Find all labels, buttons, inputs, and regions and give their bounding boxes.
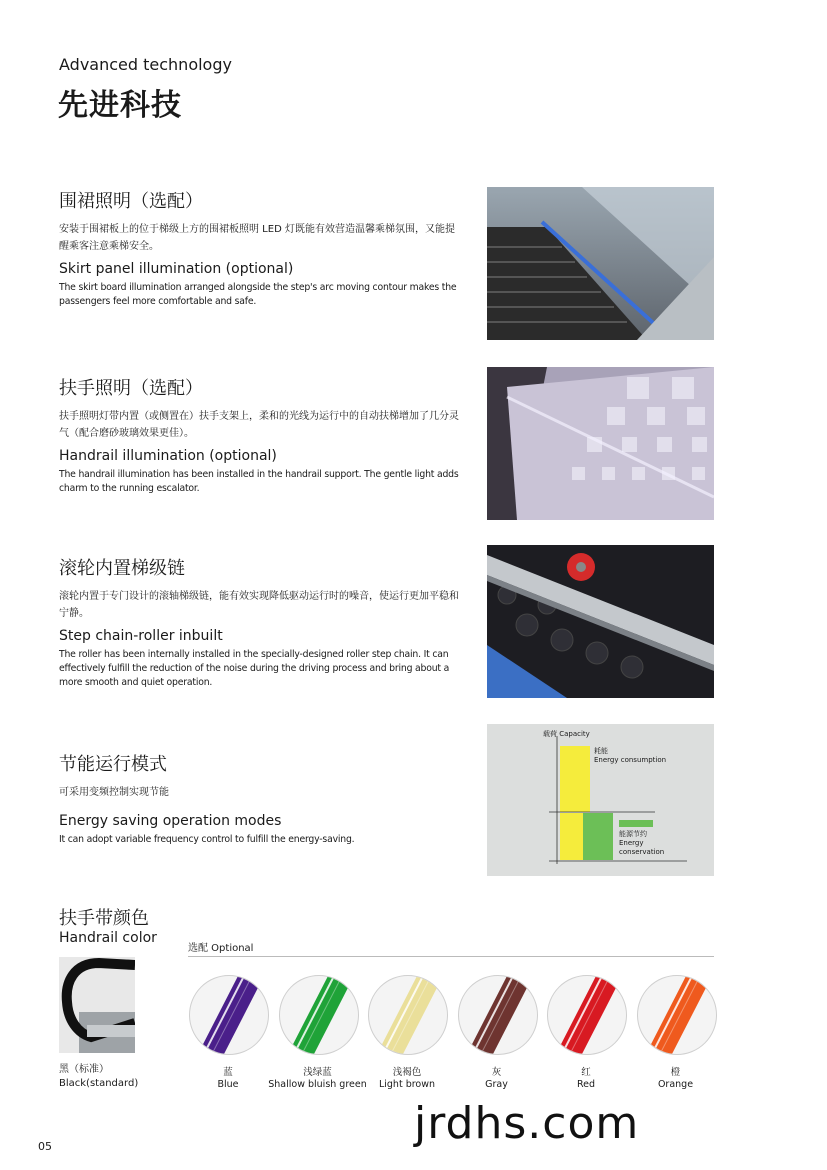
section-title-zh: 节能运行模式 — [59, 754, 167, 775]
color-label-en: Orange — [657, 1079, 694, 1090]
section-desc-en: The skirt board illumination arranged alongside the step's arc moving contour makes the passengers feel more comfortable and safe. — [59, 282, 457, 307]
skirt-illumination-photo — [487, 187, 714, 340]
color-swatch — [279, 975, 359, 1055]
chart-axis-label: 载荷 Capacity — [543, 730, 590, 738]
step-chain-roller-photo — [487, 545, 714, 698]
section-title-zh: 扶手照明（选配） — [59, 378, 203, 399]
color-label-en: Light brown — [378, 1079, 436, 1090]
header-title-zh: 先进科技 — [58, 88, 182, 123]
section-desc-en: The roller has been internally installed in the specially-designed roller step chain. It can effectively fulfill the reduction of the noise during the driving process and bring about a more smooth and quiet operation. — [59, 649, 450, 688]
section-desc-zh: 可采用变频控制实现节能 — [59, 787, 169, 798]
section-desc-en: It can adopt variable frequency control to fulfill the energy-saving. — [59, 834, 355, 845]
color-label-zh: 橙 — [670, 1067, 681, 1078]
section-title-en: Energy saving operation modes — [59, 813, 282, 829]
section-skirt-illumination — [59, 187, 459, 309]
standard-label-en: Black(standard) — [59, 1078, 139, 1089]
standard-color-label — [59, 1063, 138, 1091]
section-title-zh: 围裙照明（选配） — [59, 191, 203, 212]
color-label-zh: 浅绿蓝 — [303, 1067, 332, 1078]
color-swatch — [458, 975, 538, 1055]
section-desc-en: The handrail illumination has been installed in the handrail support. The gentle light adds charm to the running escalator. — [59, 469, 459, 494]
energy-chart — [487, 724, 714, 876]
color-swatch — [547, 975, 627, 1055]
section-title-zh: 滚轮内置梯级链 — [59, 558, 185, 579]
optional-label: 选配 Optional — [188, 943, 254, 954]
consumption-label — [594, 747, 666, 765]
conservation-label — [619, 830, 664, 857]
consumption-bar-low — [560, 813, 583, 860]
black-handrail-photo — [59, 957, 135, 1053]
color-swatch — [637, 975, 717, 1055]
conservation-label-en1: Energy — [619, 839, 644, 847]
color-label-en: Shallow bluish green — [268, 1079, 367, 1090]
color-label-en: Blue — [217, 1079, 239, 1090]
optional-divider — [188, 956, 714, 957]
color-label-zh: 蓝 — [223, 1067, 233, 1078]
conservation-bar — [583, 813, 613, 860]
section-desc-zh: 扶手照明灯带内置（或侧置在）扶手支架上，柔和的光线为运行中的自动扶梯增加了几分灵气（配合磨砂玻璃效果更佳）。 — [59, 411, 459, 439]
section-desc-zh: 安装于围裙板上的位于梯级上方的围裙板照明 LED 灯既能有效营造温馨乘梯氛围，又能提醒乘客注意乘梯安全。 — [59, 224, 455, 252]
section-title-en: Step chain-roller inbuilt — [59, 628, 223, 644]
color-label-zh: 红 — [581, 1067, 591, 1078]
page-number: 05 — [38, 1140, 52, 1153]
color-swatch — [189, 975, 269, 1055]
color-label-en: Gray — [485, 1079, 508, 1090]
section-energy-saving — [59, 750, 459, 847]
conservation-legend-swatch — [619, 820, 653, 827]
handrail-color-title-en: Handrail color — [59, 930, 157, 946]
color-label-zh: 浅褐色 — [392, 1067, 422, 1078]
section-title-en: Handrail illumination (optional) — [59, 448, 277, 464]
section-title-en: Skirt panel illumination (optional) — [59, 261, 294, 277]
color-swatch-label — [616, 1067, 736, 1091]
standard-label-zh: 黑（标准） — [59, 1064, 109, 1075]
consumption-label-zh: 耗能 — [594, 747, 608, 755]
section-handrail-illumination — [59, 374, 459, 496]
watermark: jrdhs.com — [414, 1098, 640, 1149]
color-label-zh: 灰 — [491, 1067, 502, 1078]
section-step-chain-roller — [59, 554, 459, 690]
handrail-illumination-photo — [487, 367, 714, 520]
conservation-label-en2: conservation — [619, 848, 665, 856]
color-label-en: Red — [576, 1079, 596, 1090]
header-title-en: Advanced technology — [59, 55, 232, 74]
section-desc-zh: 滚轮内置于专门设计的滚轴梯级链，能有效实现降低驱动运行时的噪音，使运行更加平稳和宁静。 — [59, 591, 459, 619]
consumption-bar — [560, 746, 590, 812]
handrail-color-title-zh: 扶手带颜色 — [59, 908, 149, 929]
color-swatch — [368, 975, 448, 1055]
conservation-label-zh: 能源节约 — [619, 830, 647, 838]
consumption-label-en: Energy consumption — [594, 756, 667, 764]
